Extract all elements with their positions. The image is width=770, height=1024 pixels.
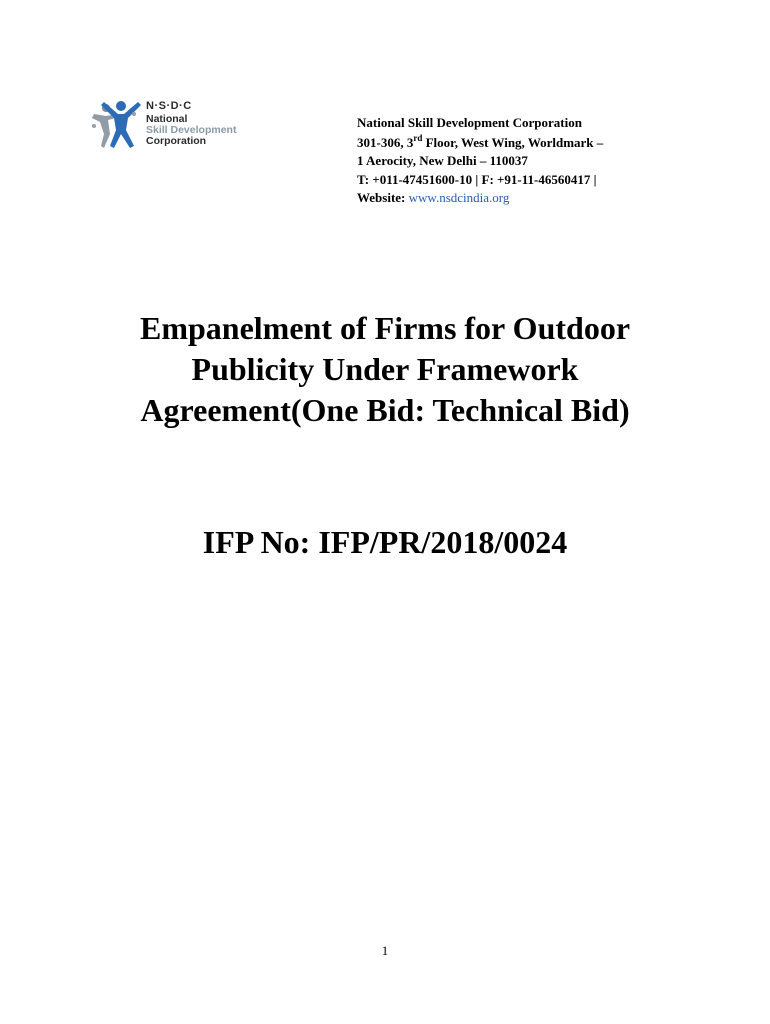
logo-text-line-1: National bbox=[146, 113, 188, 125]
ifp-number: IFP No: IFP/PR/2018/0024 bbox=[202, 524, 568, 560]
organization-name: National Skill Development Corporation bbox=[357, 115, 582, 130]
logo-acronym: N·S·D·C bbox=[146, 100, 192, 112]
contact-line: T: +011-47451600-10 | F: +91-11-46560417 | bbox=[357, 171, 597, 187]
logo-text-line-2: Skill Development bbox=[146, 124, 237, 136]
website-link[interactable]: www.nsdcindia.org bbox=[408, 190, 510, 205]
address-line-1-end: Floor, West Wing, Worldmark – bbox=[422, 134, 604, 150]
website-line bbox=[357, 189, 677, 208]
address-line-1-start: 301-306, 3 bbox=[357, 134, 414, 150]
title-line-3: Agreement(One Bid: Technical Bid) bbox=[140, 392, 630, 428]
address-block bbox=[357, 114, 677, 208]
logo-text-line-3: Corporation bbox=[146, 135, 207, 147]
page-number: 1 bbox=[381, 943, 389, 958]
website-label: Website: bbox=[357, 190, 409, 205]
address-line-2: 1 Aerocity, New Delhi – 110037 bbox=[357, 153, 528, 168]
address-line-1 bbox=[357, 134, 677, 153]
ordinal-superscript: rd bbox=[413, 132, 423, 143]
nsdc-logo bbox=[88, 96, 248, 160]
title-line-1: Empanelment of Firms for Outdoor bbox=[139, 310, 631, 346]
nsdc-figure-icon bbox=[88, 96, 146, 160]
title-line-2: Publicity Under Framework bbox=[191, 351, 579, 387]
document-title bbox=[85, 308, 685, 431]
